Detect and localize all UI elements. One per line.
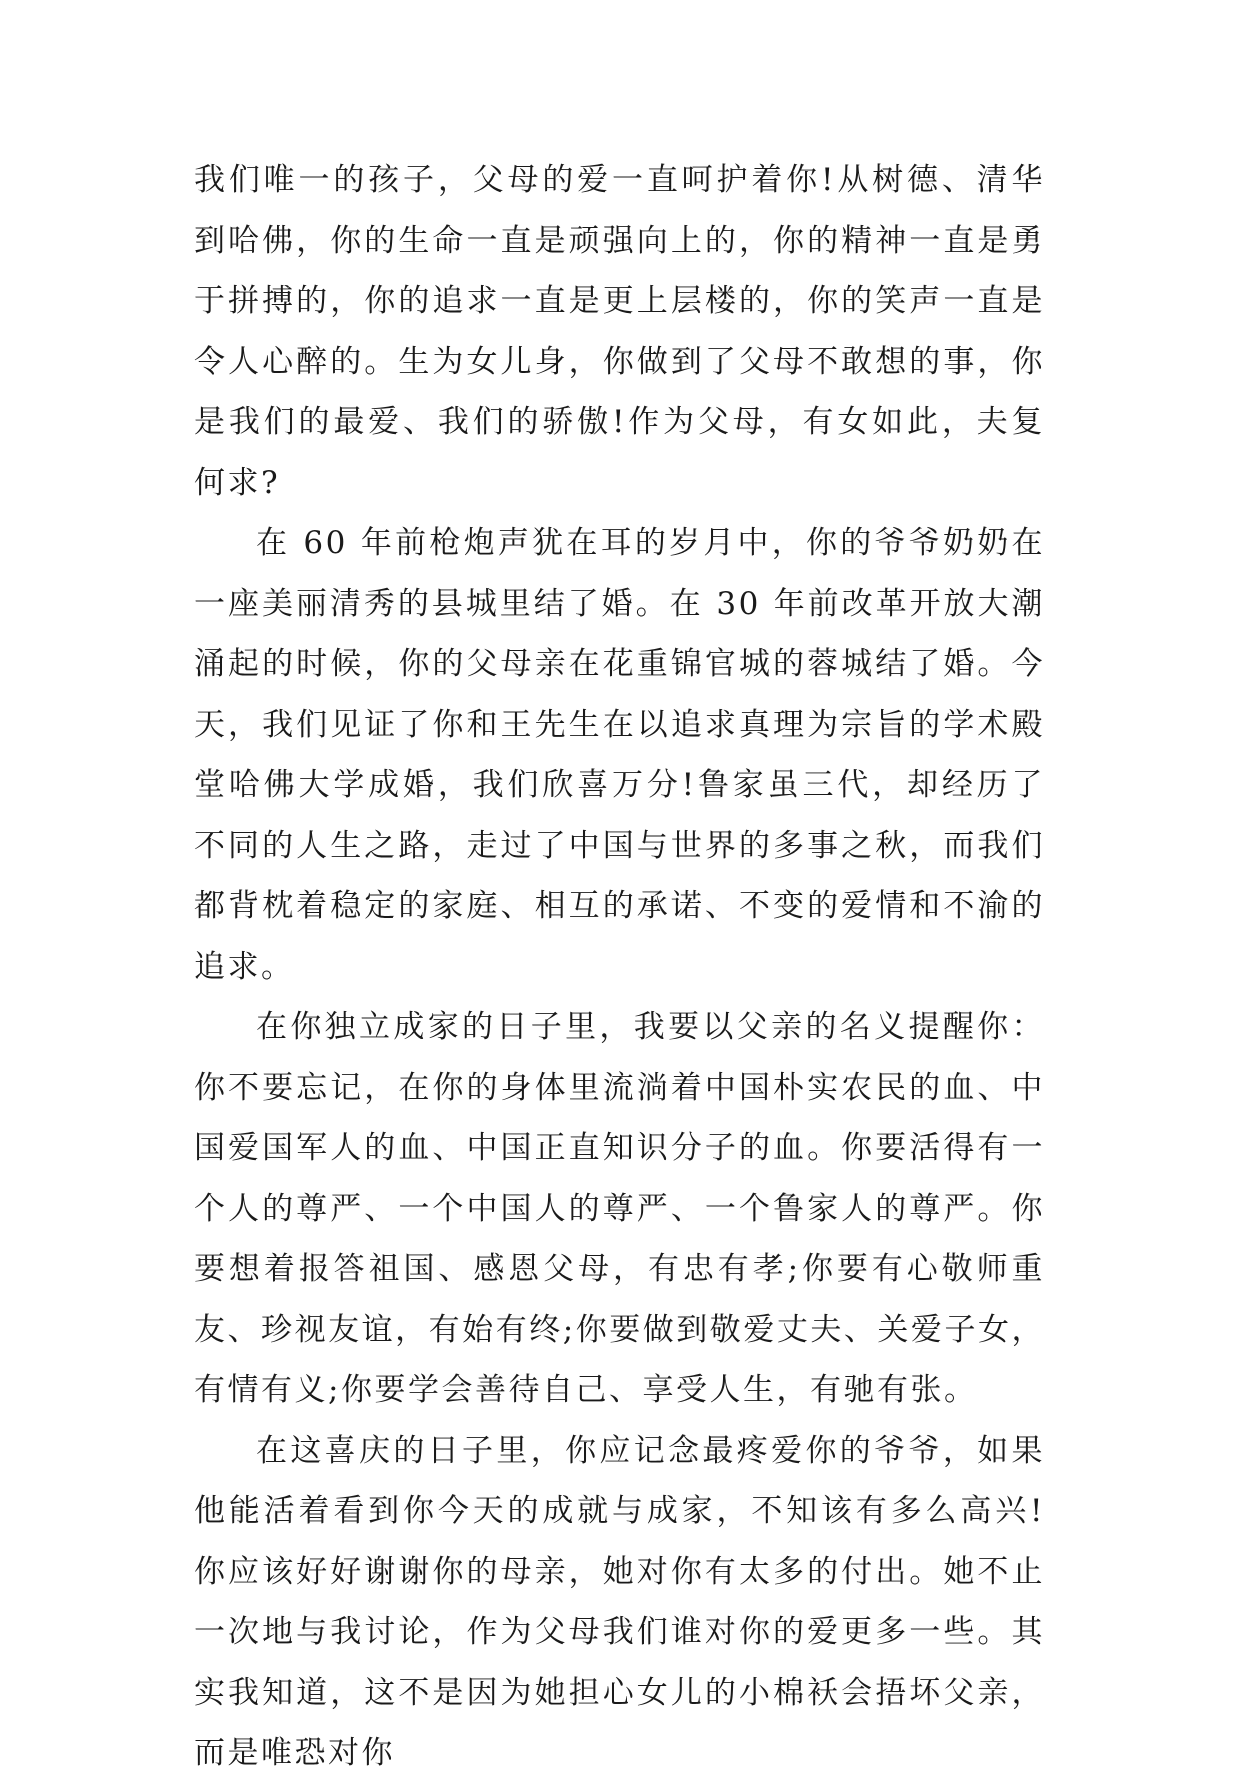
paragraph-2: 在 60 年前枪炮声犹在耳的岁月中，你的爷爷奶奶在一座美丽清秀的县城里结了婚。在 30 年前改革开放大潮涌起的时候，你的父母亲在花重锦官城的蓉城结了婚。今天，我们见证了你和王先生在以追求真理为宗旨的学术殿堂哈佛大学成婚，我们欣喜万分!鲁家虽三代，却经历了不同的人生之路，走过了中国与世界的多事之秋，而我们都背枕着稳定的家庭、相互的承诺、不变的爱情和不渝的追求。 [194, 525, 1045, 985]
document-page [194, 150, 1045, 1771]
paragraph-1: 我们唯一的孩子，父母的爱一直呵护着你!从树德、清华到哈佛，你的生命一直是顽强向上的，你的精神一直是勇于拼搏的，你的追求一直是更上层楼的，你的笑声一直是令人心醉的。生为女儿身，你做到了父母不敢想的事，你是我们的最爱、我们的骄傲!作为父母，有女如此，夫复何求? [194, 162, 1045, 501]
paragraph-3: 在你独立成家的日子里，我要以父亲的名义提醒你：你不要忘记，在你的身体里流淌着中国朴实农民的血、中国爱国军人的血、中国正直知识分子的血。你要活得有一个人的尊严、一个中国人的尊严、一个鲁家人的尊严。你要想着报答祖国、感恩父母，有忠有孝;你要有心敬师重友、珍视友谊，有始有终;你要做到敬爱丈夫、关爱子女，有情有义;你要学会善待自己、享受人生，有驰有张。 [194, 1009, 1045, 1408]
paragraph-4: 在这喜庆的日子里，你应记念最疼爱你的爷爷，如果他能活着看到你今天的成就与成家，不知该有多么高兴!你应该好好谢谢你的母亲，她对你有太多的付出。她不止一次地与我讨论，作为父母我们谁对你的爱更多一些。其实我知道，这不是因为她担心女儿的小棉袄会捂坏父亲，而是唯恐对你 [194, 1432, 1045, 1771]
